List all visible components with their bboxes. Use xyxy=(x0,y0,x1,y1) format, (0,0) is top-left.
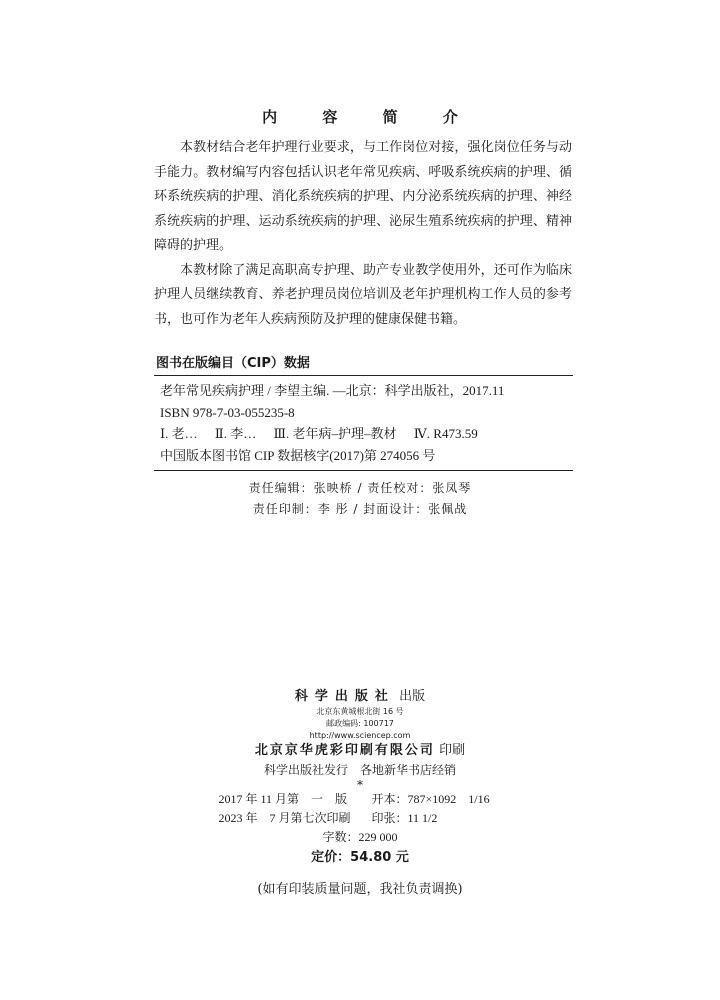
separator-star: * xyxy=(357,778,363,792)
spec-row-edition xyxy=(0,790,720,809)
publisher-url: http://www.sciencep.com xyxy=(309,731,411,740)
format: 开本：787×1092 1/16 xyxy=(371,792,490,806)
credits xyxy=(0,478,720,520)
cip-record-number: 中国版本图书馆 CIP 数据核字(2017)第 274056 号 xyxy=(160,447,436,463)
spec-row-printing xyxy=(0,809,720,828)
cip-class-4: Ⅳ. R473.59 xyxy=(413,426,478,441)
summary-paragraph-2: 本教材除了满足高职高专护理、助产专业教学使用外，还可作为临床护理人员继续教育、养老护理员岗位培训及老年护理机构工作人员的参考书，也可作为老年人疾病预防及护理的健康保健书籍。 xyxy=(154,262,572,327)
cip-data-block xyxy=(160,380,570,466)
publisher-name: 科学出版社 xyxy=(294,689,395,704)
quality-note: (如有印装质量问题，我社负责调换) xyxy=(257,882,463,897)
credits-editors: 责任编辑：张映桥 / 责任校对：张凤琴 xyxy=(248,481,472,495)
cip-class-3: Ⅲ. 老年病–护理–教材 xyxy=(273,426,397,441)
printer-name: 北京京华虎彩印刷有限公司 xyxy=(254,743,435,758)
publisher-suffix: 出版 xyxy=(399,689,426,704)
publisher-block xyxy=(0,688,720,869)
cip-bottom-rule xyxy=(154,470,573,471)
publisher-address: 北京东黄城根北街 16 号 xyxy=(316,707,404,716)
price: 定价：54.80 元 xyxy=(311,850,409,865)
publisher-line xyxy=(0,688,720,706)
cip-isbn: ISBN 978-7-03-055235-8 xyxy=(160,404,295,420)
distribution-line: 科学出版社发行 各地新华书店经销 xyxy=(263,763,456,777)
word-count: 字数：229 000 xyxy=(322,830,398,844)
printer-suffix: 印刷 xyxy=(439,743,466,758)
edition: 2017 年 11 月第 一 版 xyxy=(218,792,348,806)
cip-heading: 图书在版编目（CIP）数据 xyxy=(156,356,310,371)
sheets: 印张：11 1/2 xyxy=(371,811,438,825)
summary-section xyxy=(154,136,572,332)
cip-classification xyxy=(160,423,570,445)
summary-paragraph-1: 本教材结合老年护理行业要求，与工作岗位对接，强化岗位任务与动手能力。教材编写内容包括认识老年常见疾病、呼吸系统疾病的护理、循环系统疾病的护理、消化系统疾病的护理、内分泌系统疾病的护理、神经系统疾病的护理、运动系统疾病的护理、泌尿生殖系统疾病的护理、精神障碍的护理。 xyxy=(154,140,572,253)
cip-top-rule xyxy=(154,375,573,376)
cip-title-line: 老年常见疾病护理 / 李望主编. —北京：科学出版社，2017.11 xyxy=(160,383,505,398)
publisher-postcode: 邮政编码: 100717 xyxy=(326,719,394,728)
credits-production: 责任印制：李 彤 / 封面设计：张佩战 xyxy=(252,502,468,516)
cip-class-2: Ⅱ. 李… xyxy=(214,426,257,441)
cip-class-1: Ⅰ. 老… xyxy=(160,426,198,441)
page-title: 内 容 简 介 xyxy=(262,108,478,126)
printer-line xyxy=(0,742,720,760)
printing: 2023 年 7 月第七次印刷 xyxy=(218,811,351,825)
